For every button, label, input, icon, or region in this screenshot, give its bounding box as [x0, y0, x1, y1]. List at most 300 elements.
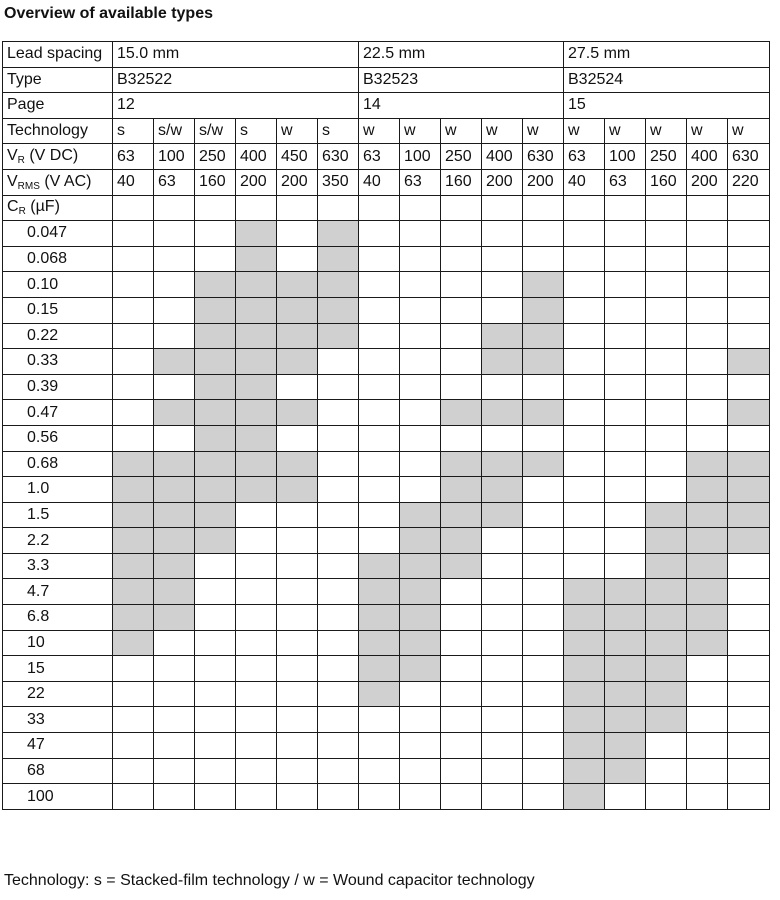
unavailable-cell — [277, 528, 318, 554]
voltage-cell: 630 — [728, 144, 770, 170]
voltage-cell: 250 — [195, 144, 236, 170]
available-cell — [195, 425, 236, 451]
unavailable-cell — [359, 349, 400, 375]
unavailable-cell — [113, 425, 154, 451]
unavailable-cell — [154, 784, 195, 810]
unavailable-cell — [728, 707, 770, 733]
available-cell — [564, 630, 605, 656]
unavailable-cell — [400, 246, 441, 272]
technology-cell: s — [236, 118, 277, 144]
available-cell — [728, 451, 770, 477]
unavailable-cell — [687, 733, 728, 759]
available-cell — [728, 502, 770, 528]
capacitance-value: 0.56 — [3, 425, 113, 451]
unavailable-cell — [441, 221, 482, 247]
unavailable-cell — [359, 528, 400, 554]
available-cell — [605, 733, 646, 759]
unavailable-cell — [564, 349, 605, 375]
empty-cell — [277, 195, 318, 221]
unavailable-cell — [728, 425, 770, 451]
unavailable-cell — [359, 246, 400, 272]
unavailable-cell — [359, 221, 400, 247]
available-cell — [154, 579, 195, 605]
available-cell — [441, 528, 482, 554]
technology-cell: s — [318, 118, 359, 144]
unavailable-cell — [236, 630, 277, 656]
available-cell — [482, 349, 523, 375]
unavailable-cell — [400, 425, 441, 451]
unavailable-cell — [400, 297, 441, 323]
capacitance-value: 0.47 — [3, 400, 113, 426]
capacitance-row — [3, 400, 770, 426]
series-cell: B32524 — [564, 67, 770, 93]
available-cell — [236, 425, 277, 451]
unavailable-cell — [564, 425, 605, 451]
unavailable-cell — [154, 425, 195, 451]
vrms-row — [3, 169, 770, 195]
capacitance-value: 0.33 — [3, 349, 113, 375]
voltage-cell: 630 — [318, 144, 359, 170]
available-cell — [113, 502, 154, 528]
unavailable-cell — [523, 784, 564, 810]
capacitance-row — [3, 630, 770, 656]
unavailable-cell — [154, 630, 195, 656]
unavailable-cell — [523, 656, 564, 682]
unavailable-cell — [400, 400, 441, 426]
available-cell — [318, 221, 359, 247]
available-cell — [687, 528, 728, 554]
row-label — [3, 195, 113, 221]
voltage-cell: 63 — [359, 144, 400, 170]
unavailable-cell — [728, 374, 770, 400]
unavailable-cell — [441, 758, 482, 784]
unavailable-cell — [195, 758, 236, 784]
unavailable-cell — [605, 477, 646, 503]
unavailable-cell — [605, 784, 646, 810]
unavailable-cell — [482, 681, 523, 707]
unavailable-cell — [318, 528, 359, 554]
capacitance-row — [3, 425, 770, 451]
unavailable-cell — [728, 605, 770, 631]
unavailable-cell — [359, 707, 400, 733]
unavailable-cell — [646, 400, 687, 426]
available-cell — [359, 553, 400, 579]
unavailable-cell — [564, 297, 605, 323]
available-cell — [236, 400, 277, 426]
series-cell: 14 — [359, 93, 564, 119]
unavailable-cell — [277, 246, 318, 272]
empty-cell — [195, 195, 236, 221]
capacitance-value: 0.068 — [3, 246, 113, 272]
voltage-cell: 40 — [564, 169, 605, 195]
voltage-cell: 450 — [277, 144, 318, 170]
unavailable-cell — [236, 758, 277, 784]
available-cell — [605, 656, 646, 682]
available-cell — [523, 400, 564, 426]
label-unit: (V DC) — [24, 147, 79, 165]
available-cell — [441, 553, 482, 579]
unavailable-cell — [277, 502, 318, 528]
capacitance-value: 2.2 — [3, 528, 113, 554]
unavailable-cell — [236, 579, 277, 605]
unavailable-cell — [154, 272, 195, 298]
available-cell — [359, 681, 400, 707]
unavailable-cell — [687, 656, 728, 682]
voltage-cell: 250 — [441, 144, 482, 170]
unavailable-cell — [318, 707, 359, 733]
voltage-cell: 40 — [359, 169, 400, 195]
available-cell — [113, 630, 154, 656]
available-cell — [646, 528, 687, 554]
unavailable-cell — [318, 400, 359, 426]
unavailable-cell — [318, 605, 359, 631]
capacitance-header-row — [3, 195, 770, 221]
unavailable-cell — [728, 758, 770, 784]
technology-cell: s — [113, 118, 154, 144]
available-cell — [523, 349, 564, 375]
unavailable-cell — [605, 528, 646, 554]
available-cell — [646, 579, 687, 605]
available-cell — [482, 323, 523, 349]
unavailable-cell — [646, 451, 687, 477]
available-cell — [195, 400, 236, 426]
unavailable-cell — [728, 323, 770, 349]
unavailable-cell — [359, 451, 400, 477]
available-cell — [482, 502, 523, 528]
unavailable-cell — [523, 502, 564, 528]
unavailable-cell — [441, 579, 482, 605]
unavailable-cell — [482, 221, 523, 247]
available-cell — [195, 323, 236, 349]
series-cell: B32523 — [359, 67, 564, 93]
unavailable-cell — [195, 707, 236, 733]
voltage-cell: 63 — [605, 169, 646, 195]
available-cell — [605, 630, 646, 656]
voltage-cell: 100 — [400, 144, 441, 170]
available-cell — [687, 605, 728, 631]
empty-cell — [318, 195, 359, 221]
available-cell — [318, 297, 359, 323]
unavailable-cell — [113, 784, 154, 810]
unavailable-cell — [318, 425, 359, 451]
unavailable-cell — [646, 246, 687, 272]
unavailable-cell — [605, 425, 646, 451]
available-cell — [646, 656, 687, 682]
label-unit: (µF) — [25, 198, 60, 216]
unavailable-cell — [482, 605, 523, 631]
unavailable-cell — [482, 528, 523, 554]
unavailable-cell — [646, 221, 687, 247]
voltage-cell: 200 — [523, 169, 564, 195]
technology-cell: s/w — [195, 118, 236, 144]
unavailable-cell — [646, 297, 687, 323]
technology-row — [3, 118, 770, 144]
page-title: Overview of available types — [4, 5, 213, 22]
available-cell — [113, 579, 154, 605]
available-cell — [113, 451, 154, 477]
available-cell — [687, 553, 728, 579]
label-symbol: V — [7, 147, 18, 165]
unavailable-cell — [195, 630, 236, 656]
unavailable-cell — [646, 733, 687, 759]
unavailable-cell — [564, 451, 605, 477]
unavailable-cell — [482, 246, 523, 272]
available-cell — [646, 605, 687, 631]
available-cell — [441, 477, 482, 503]
unavailable-cell — [318, 374, 359, 400]
unavailable-cell — [564, 221, 605, 247]
label-subscript: R — [18, 206, 26, 218]
available-cell — [400, 605, 441, 631]
capacitance-row — [3, 451, 770, 477]
unavailable-cell — [687, 349, 728, 375]
unavailable-cell — [441, 630, 482, 656]
unavailable-cell — [728, 246, 770, 272]
available-cell — [523, 297, 564, 323]
capacitance-value: 10 — [3, 630, 113, 656]
unavailable-cell — [236, 605, 277, 631]
available-cell — [687, 579, 728, 605]
unavailable-cell — [277, 553, 318, 579]
available-cell — [564, 733, 605, 759]
unavailable-cell — [195, 579, 236, 605]
available-cell — [236, 221, 277, 247]
unavailable-cell — [154, 323, 195, 349]
unavailable-cell — [646, 323, 687, 349]
empty-cell — [113, 195, 154, 221]
unavailable-cell — [113, 221, 154, 247]
available-cell — [605, 579, 646, 605]
unavailable-cell — [605, 297, 646, 323]
empty-cell — [359, 195, 400, 221]
unavailable-cell — [523, 425, 564, 451]
unavailable-cell — [236, 733, 277, 759]
unavailable-cell — [523, 579, 564, 605]
unavailable-cell — [482, 758, 523, 784]
unavailable-cell — [318, 349, 359, 375]
technology-cell: w — [687, 118, 728, 144]
voltage-cell: 160 — [441, 169, 482, 195]
unavailable-cell — [687, 297, 728, 323]
unavailable-cell — [400, 349, 441, 375]
unavailable-cell — [400, 221, 441, 247]
unavailable-cell — [523, 605, 564, 631]
unavailable-cell — [441, 323, 482, 349]
voltage-cell: 100 — [154, 144, 195, 170]
series-cell: 15 — [564, 93, 770, 119]
technology-cell: w — [646, 118, 687, 144]
available-cell — [195, 477, 236, 503]
unavailable-cell — [482, 656, 523, 682]
empty-cell — [482, 195, 523, 221]
unavailable-cell — [523, 758, 564, 784]
unavailable-cell — [728, 221, 770, 247]
unavailable-cell — [441, 656, 482, 682]
unavailable-cell — [277, 656, 318, 682]
available-cell — [605, 605, 646, 631]
unavailable-cell — [318, 451, 359, 477]
capacitance-row — [3, 272, 770, 298]
unavailable-cell — [523, 681, 564, 707]
unavailable-cell — [400, 681, 441, 707]
unavailable-cell — [277, 630, 318, 656]
available-cell — [687, 502, 728, 528]
unavailable-cell — [728, 297, 770, 323]
unavailable-cell — [687, 246, 728, 272]
unavailable-cell — [482, 553, 523, 579]
unavailable-cell — [441, 272, 482, 298]
capacitance-value: 6.8 — [3, 605, 113, 631]
voltage-cell: 200 — [687, 169, 728, 195]
unavailable-cell — [646, 425, 687, 451]
capacitance-row — [3, 579, 770, 605]
unavailable-cell — [154, 374, 195, 400]
unavailable-cell — [441, 733, 482, 759]
voltage-cell: 40 — [113, 169, 154, 195]
available-cell — [318, 272, 359, 298]
capacitance-row — [3, 656, 770, 682]
capacitance-value: 0.15 — [3, 297, 113, 323]
unavailable-cell — [605, 553, 646, 579]
voltage-cell: 63 — [113, 144, 154, 170]
unavailable-cell — [318, 681, 359, 707]
available-cell — [728, 349, 770, 375]
unavailable-cell — [154, 221, 195, 247]
unavailable-cell — [195, 246, 236, 272]
capacitance-value: 0.10 — [3, 272, 113, 298]
unavailable-cell — [113, 374, 154, 400]
available-cell — [277, 400, 318, 426]
unavailable-cell — [687, 221, 728, 247]
unavailable-cell — [523, 528, 564, 554]
unavailable-cell — [523, 246, 564, 272]
voltage-cell: 250 — [646, 144, 687, 170]
unavailable-cell — [646, 784, 687, 810]
unavailable-cell — [195, 733, 236, 759]
unavailable-cell — [318, 656, 359, 682]
empty-cell — [236, 195, 277, 221]
available-cell — [195, 374, 236, 400]
unavailable-cell — [359, 374, 400, 400]
unavailable-cell — [236, 681, 277, 707]
unavailable-cell — [154, 656, 195, 682]
available-cell — [400, 553, 441, 579]
capacitance-row — [3, 374, 770, 400]
unavailable-cell — [359, 784, 400, 810]
unavailable-cell — [564, 400, 605, 426]
unavailable-cell — [113, 707, 154, 733]
unavailable-cell — [113, 733, 154, 759]
unavailable-cell — [113, 246, 154, 272]
row-label — [3, 144, 113, 170]
empty-cell — [523, 195, 564, 221]
available-cell — [154, 349, 195, 375]
unavailable-cell — [605, 502, 646, 528]
capacitance-value: 0.22 — [3, 323, 113, 349]
unavailable-cell — [441, 374, 482, 400]
unavailable-cell — [236, 502, 277, 528]
unavailable-cell — [728, 630, 770, 656]
unavailable-cell — [400, 451, 441, 477]
unavailable-cell — [564, 374, 605, 400]
type-row — [3, 67, 770, 93]
label-subscript: R — [17, 155, 25, 167]
voltage-cell: 160 — [195, 169, 236, 195]
technology-cell: w — [359, 118, 400, 144]
available-cell — [441, 502, 482, 528]
capacitance-row — [3, 784, 770, 810]
capacitance-row — [3, 349, 770, 375]
unavailable-cell — [441, 246, 482, 272]
available-cell — [154, 553, 195, 579]
voltage-cell: 350 — [318, 169, 359, 195]
available-cell — [359, 630, 400, 656]
unavailable-cell — [359, 297, 400, 323]
unavailable-cell — [687, 400, 728, 426]
technology-cell: s/w — [154, 118, 195, 144]
empty-cell — [646, 195, 687, 221]
available-cell — [564, 579, 605, 605]
unavailable-cell — [277, 221, 318, 247]
unavailable-cell — [605, 451, 646, 477]
available-cell — [605, 758, 646, 784]
available-cell — [523, 272, 564, 298]
empty-cell — [687, 195, 728, 221]
unavailable-cell — [687, 425, 728, 451]
available-cell — [154, 528, 195, 554]
unavailable-cell — [277, 707, 318, 733]
available-cell — [728, 528, 770, 554]
available-cell — [605, 681, 646, 707]
label-unit: (V AC) — [39, 172, 92, 190]
available-cell — [318, 246, 359, 272]
available-cell — [195, 528, 236, 554]
unavailable-cell — [236, 707, 277, 733]
technology-footnote: Technology: s = Stacked-film technology / w = Wound capacitor technology — [4, 872, 535, 889]
empty-cell — [564, 195, 605, 221]
available-cell — [564, 707, 605, 733]
available-cell — [277, 297, 318, 323]
technology-cell: w — [441, 118, 482, 144]
capacitance-row — [3, 323, 770, 349]
unavailable-cell — [646, 477, 687, 503]
unavailable-cell — [400, 477, 441, 503]
capacitance-value: 4.7 — [3, 579, 113, 605]
unavailable-cell — [605, 374, 646, 400]
available-cell — [523, 323, 564, 349]
unavailable-cell — [687, 758, 728, 784]
available-cell — [154, 451, 195, 477]
unavailable-cell — [564, 323, 605, 349]
technology-cell: w — [523, 118, 564, 144]
series-cell: 12 — [113, 93, 359, 119]
available-cell — [195, 451, 236, 477]
available-cell — [400, 528, 441, 554]
capacitance-row — [3, 681, 770, 707]
unavailable-cell — [523, 374, 564, 400]
capacitance-row — [3, 221, 770, 247]
row-label: Type — [3, 67, 113, 93]
unavailable-cell — [318, 477, 359, 503]
available-cell — [113, 605, 154, 631]
available-cell — [113, 528, 154, 554]
unavailable-cell — [400, 784, 441, 810]
unavailable-cell — [728, 553, 770, 579]
available-cell — [236, 451, 277, 477]
available-cell — [687, 630, 728, 656]
row-label — [3, 169, 113, 195]
voltage-cell: 63 — [154, 169, 195, 195]
